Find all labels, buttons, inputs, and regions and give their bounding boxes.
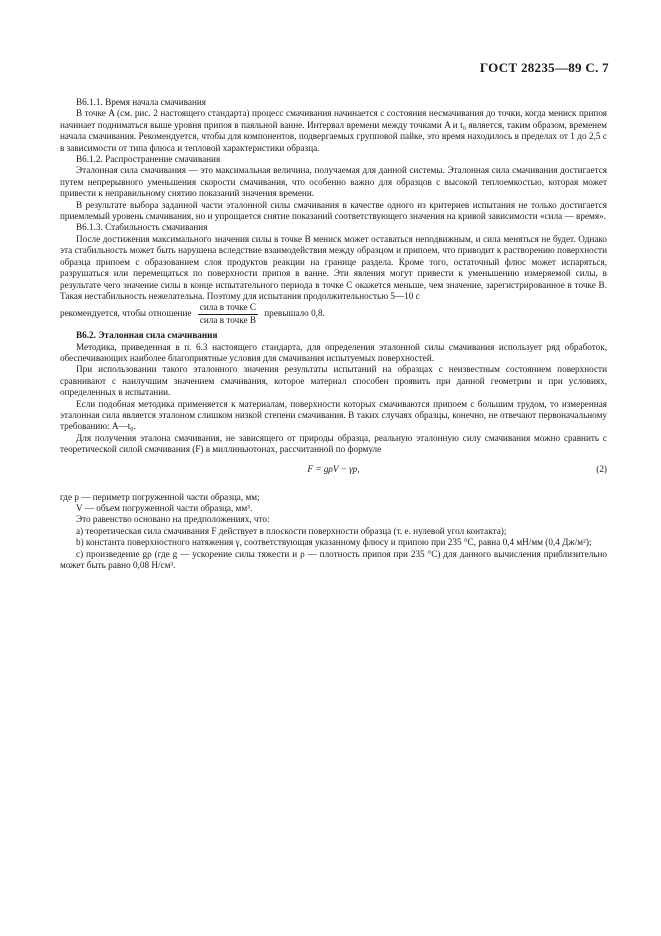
assumption-a: а) теоретическая сила смачивания F действует в плоскости поверхности образца (т. е. нулевой угол контакта); xyxy=(76,525,507,536)
section-b612-paragraph-1: Эталонная сила смачивания — это максимальная величина, получаемая для данной системы. Эталонная сила смачивания достигается путем непрерывного уменьшения скорости смачивания, что особенно важно для образцов с высокой теплоемкостью, которая может привести к неправильному снятию показаний значения времени. xyxy=(60,165,607,199)
formula-block xyxy=(60,464,607,486)
ratio-line xyxy=(60,302,607,326)
section-b62-paragraph-1: Методика, приведенная в п. 6.3 настоящего стандарта, для определения эталонной силы смачивания использует ряд обработок, обеспечивающих наиболее благоприятные условия для смачивания испытуемых поверхностей. xyxy=(60,341,607,363)
fraction-numerator: сила в точке C xyxy=(198,302,258,314)
assumption-b: b) константа поверхностного натяжения γ, соответствующая указанному флюсу и припою при 235 °С, равна 0,4 мН/мм (0,4 Дж/м²); xyxy=(76,537,592,548)
section-b611-title: В6.1.1. Время начала смачивания xyxy=(76,97,207,107)
section-b62-paragraph-2: При использовании такого эталонного значения результаты испытаний на образцах с неизвестным состоянием поверхности сравнивают с наилучшим значением смачивания, которое материал способен проявить при данной геометрии и при условиях, определенных в испытании. xyxy=(60,364,607,398)
formula: F = gρV − γp, xyxy=(307,463,360,474)
section-b612-title: В6.1.2. Распространение смачивания xyxy=(76,154,221,165)
section-b613-paragraph: После достижения максимального значения силы в точке B мениск может оставаться неподвижным, и сила меняться не будет. Однако эта стабильность может быть нарушена вследствие взаимодействия между образцом и припоем, что приводит к растворению поверхности образца припоем с образованием слоя продуктов реакции на границе раздела. Кроме того, остаточный флюс может испаряться, разрушаться или перемещаться по поверхности припоя в ванне. Эти явления могут привести к уменьшению измеряемой силы, в результате чего значение силы в конце испытательного периода в точке C окажется меньше, чем значение, зарегистрированное в точке B. Такая нестабильность нежелательна. Поэтому для испытания продолжительностью 5—10 с xyxy=(60,233,607,301)
section-b611-paragraph: В точке A (см. рис. 2 настоящего стандарта) процесс смачивания начинается с состояния несмачивания до точки, когда мениск припоя начинает подниматься выше уровня припоя в паяльной ванне. Интервал времени между точками A и t₀ является, таким образом, временем начала смачивания. Рекомендуется, чтобы для компонентов, подвергаемых групповой пайке, это время находилось в пределах от 1 до 2,5 с в зависимости от типа флюса и тепловой характеристики образца. xyxy=(60,108,607,153)
formula-number: (2) xyxy=(596,463,607,474)
ratio-after: превышало 0,8. xyxy=(264,308,325,319)
assumption-c: с) произведение gρ (где g — ускорение силы тяжести и ρ — плотность припоя при 235 °С) для данного вычисления приблизительно может быть равно 0,08 Н/см³. xyxy=(60,548,607,571)
page-header: ГОСТ 28235—89 С. 7 xyxy=(479,60,609,75)
section-b613-title: В6.1.3. Стабильность смачивания xyxy=(76,222,208,233)
section-b62-paragraph-3: Если подобная методика применяется к материалам, поверхности которых смачиваются припоем с большим трудом, то измеренная эталонная сила является эталоном слишком низкой степени смачивания. В таких случаях образцы, конечно, не отвечают первоначальному требованию: A—t₀. xyxy=(60,398,607,432)
document-body xyxy=(60,97,607,571)
where-v: V — объем погруженной части образца, мм³. xyxy=(76,503,253,513)
assumptions-intro: Это равенство основано на предположениях, что: xyxy=(76,514,270,525)
section-b62-paragraph-4: Для получения эталона смачивания, не зависящего от природы образца, реальную эталонную силу смачивания можно сравнить с теоретической силой смачивания (F) в миллиньютонах, рассчитанной по формуле xyxy=(60,432,607,455)
ratio-intro: рекомендуется, чтобы отношение xyxy=(60,308,192,319)
fraction-denominator: сила в точке B xyxy=(199,314,256,325)
section-b612-paragraph-2: В результате выбора заданной части эталонной силы смачивания в качестве одного из критериев испытания не только достигается приемлемый уровень смачивания, но и упрощается снятие показаний соответствующего значения на кривой зависимости «сила — время». xyxy=(60,199,607,222)
where-p: где p — периметр погруженной части образца, мм; xyxy=(60,491,260,502)
section-b62-title: В6.2. Эталонная сила смачивания xyxy=(76,330,218,341)
ratio-fraction xyxy=(198,302,258,326)
